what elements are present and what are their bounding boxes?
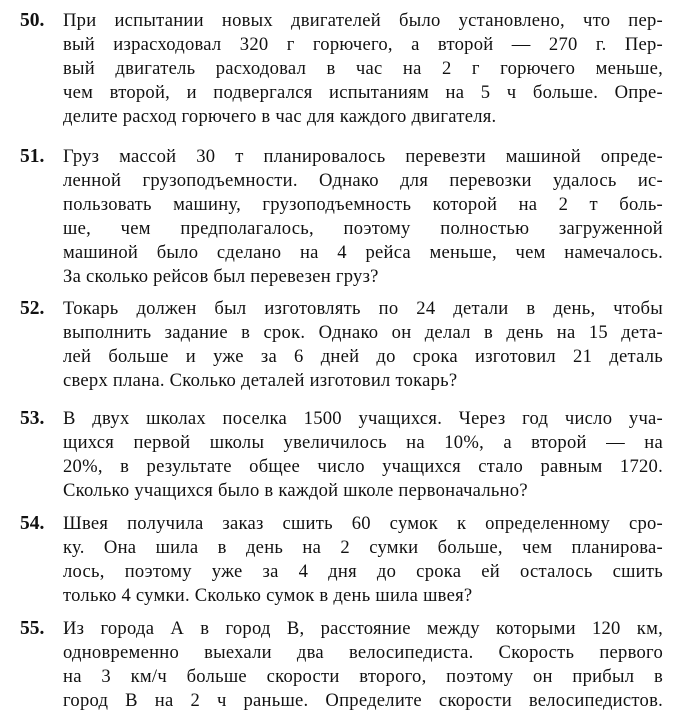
problem-number: 55. [20,618,45,639]
problem-line: ку. Она шила в день на 2 сумки больше, чем планирова- [63,537,663,558]
problem-line: сверх плана. Сколько деталей изготовил токарь? [63,370,458,391]
problem-line: ленной грузоподъемности. Однако для перевозки удалось ис- [63,170,663,191]
problem-number: 54. [20,513,45,534]
problem-line: только 4 сумки. Сколько сумок в день шила швея? [63,585,473,606]
problem-line: машиной было сделано на 4 рейса меньше, чем намечалось. [63,242,663,263]
problem-line: В двух школах поселка 1500 учащихся. Через год число уча- [63,408,663,429]
problem-line: При испытании новых двигателей было установлено, что пер- [63,10,663,31]
problem-line: город В на 2 ч раньше. Определите скорости велосипедистов. [63,690,663,711]
problem-text [63,9,663,129]
problem-line: делите расход горючего в час для каждого двигателя. [63,106,497,127]
problem-line: Груз массой 30 т планировалось перевезти машиной опреде- [63,146,663,167]
problem-line: За сколько рейсов был перевезен груз? [63,266,379,287]
problem-line: пользовать машину, грузоподъемность которой на 2 т боль- [63,194,663,215]
problem-line: Токарь должен был изготовлять по 24 детали в день, чтобы [63,298,663,319]
problem-number: 52. [20,298,45,319]
problem-line: одновременно выехали два велосипедиста. Скорость первого [63,642,663,663]
problem-text [63,297,663,393]
problem-text [63,145,663,289]
problem-line: Из города А в город В, расстояние между которыми 120 км, [63,618,663,639]
problem-line: 20%, в результате общее число учащихся стало равным 1720. [63,456,663,477]
problem-number: 51. [20,146,45,167]
problem-number: 53. [20,408,45,429]
problem-line: щихся первой школы увеличилось на 10%, а второй — на [63,432,663,453]
problem-number: 50. [20,10,45,31]
problem-line: вый двигатель расходовал в час на 2 г горючего меньше, [63,58,663,79]
problem-text [63,407,663,503]
problem-line: выполнить задание в срок. Однако он делал в день на 15 дета- [63,322,663,343]
problem-text [63,512,663,608]
problem-line: вый израсходовал 320 г горючего, а второй — 270 г. Пер- [63,34,663,55]
problem-line: чем второй, и подвергался испытаниям на 5 ч больше. Опре- [63,82,663,103]
problem-line: ше, чем предполагалось, поэтому полностью загруженной [63,218,663,239]
problem-line: на 3 км/ч больше скорости второго, поэтому он прибыл в [63,666,663,687]
problem-text [63,617,663,713]
problem-line: лей больше и уже за 6 дней до срока изготовил 21 деталь [63,346,663,367]
problem-line: лось, поэтому уже за 4 дня до срока ей осталось сшить [63,561,663,582]
problem-line: Швея получила заказ сшить 60 сумок к определенному сро- [63,513,663,534]
problem-line: Сколько учащихся было в каждой школе первоначально? [63,480,528,501]
